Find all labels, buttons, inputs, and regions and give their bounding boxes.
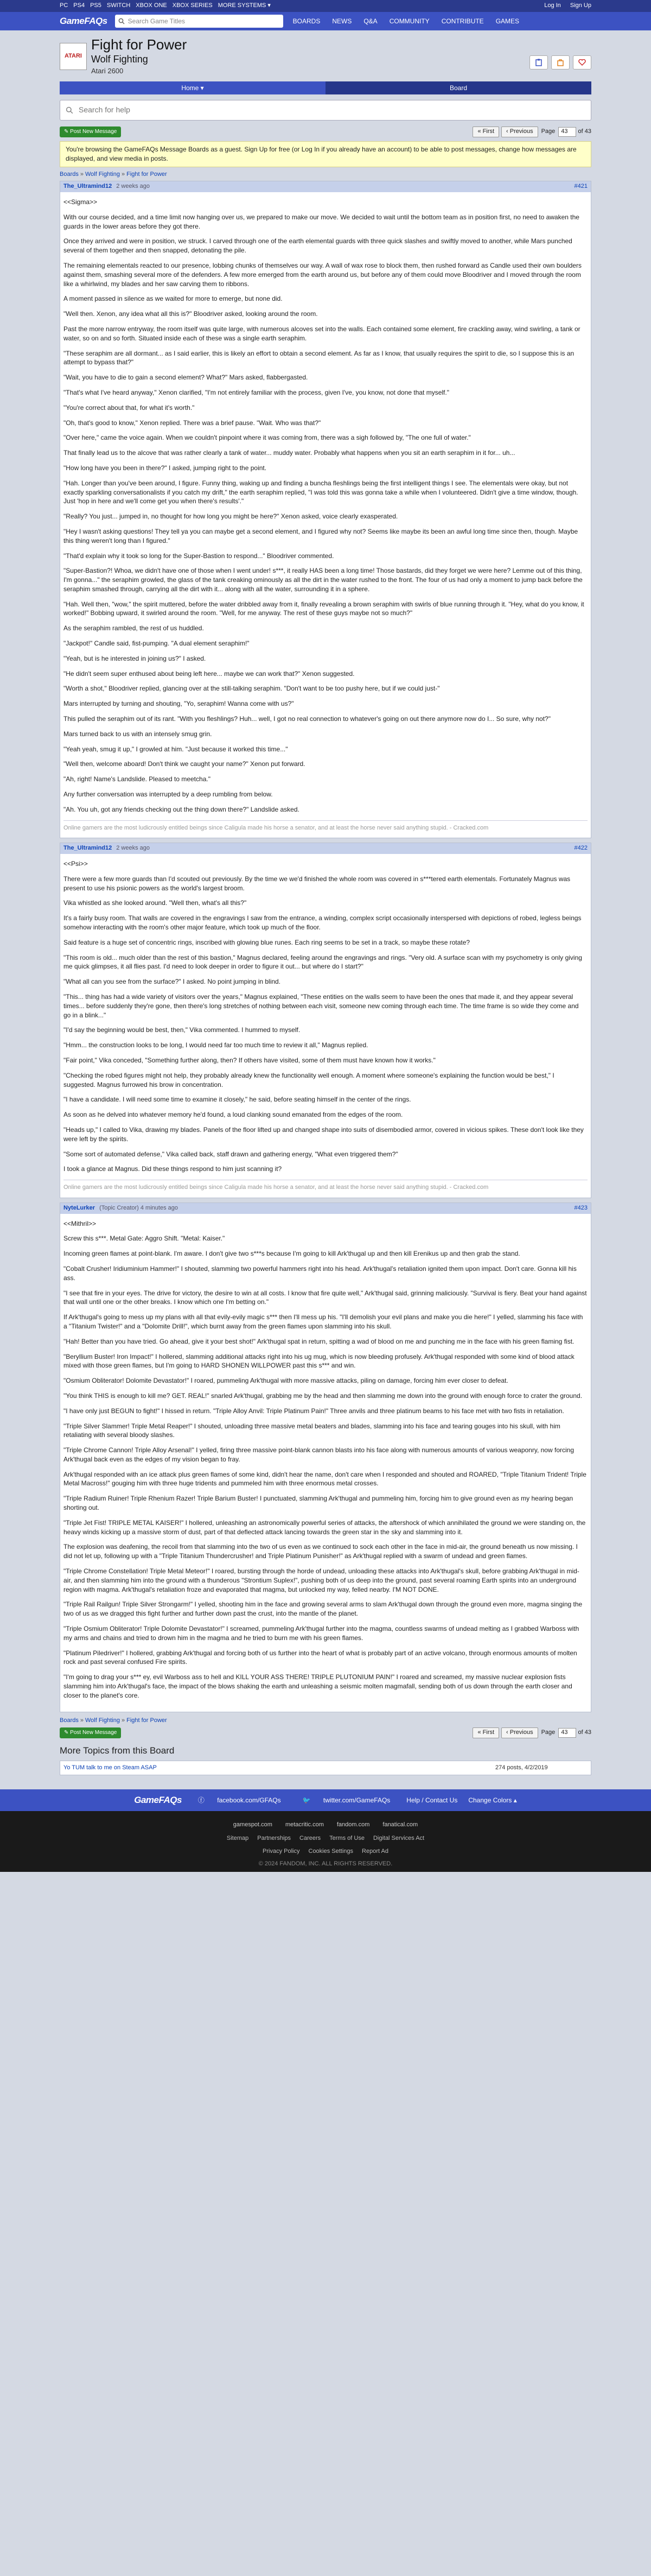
page-select[interactable]: 43 (558, 1728, 576, 1737)
previous-page-button[interactable]: ‹ Previous (501, 126, 538, 137)
previous-label: Previous (509, 128, 533, 135)
footer-link[interactable]: Privacy Policy (263, 1847, 300, 1855)
message-paragraph: "Yeah, but is he interested in joining us?" I asked. (63, 654, 206, 662)
message-paragraph: "That'd explain why it took so long for the Super-Bastion to respond..." Bloodriver commented. (63, 552, 334, 560)
message-paragraph: I took a glance at Magnus. Did these things respond to him just scanning it? (63, 1165, 282, 1173)
post-new-message-label: Post New Message (70, 1730, 117, 1736)
pencil-icon: ✎ (64, 1730, 71, 1736)
game-search-input[interactable] (115, 15, 283, 28)
more-topics-heading: More Topics from this Board (60, 1745, 175, 1756)
post-new-message-button[interactable] (60, 126, 121, 137)
message-paragraph: "Ah, right! Name's Landslide. Pleased to meetcha." (63, 775, 210, 783)
topic-link[interactable]: Yo TUM talk to me on Steam ASAP (63, 1764, 157, 1771)
footer-link[interactable]: Terms of Use (329, 1834, 365, 1841)
partner-site-link[interactable]: gamespot.com (233, 1821, 272, 1828)
more-topics (60, 1744, 591, 1775)
message-paragraph: "Well then. Xenon, any idea what all this is?" Bloodriver asked, looking around the room. (63, 310, 318, 318)
previous-page-button[interactable]: ‹ Previous (501, 1727, 538, 1738)
message-header (60, 181, 591, 192)
message-paragraph: Any further conversation was interrupted by a deep rumbling from below. (63, 790, 273, 799)
message-paragraph: "You think THIS is enough to kill me? GET. REAL!" snarled Ark'thugal, grabbing me by the head and then slamming me down into the ground with enough force to crater the ground. (63, 1391, 583, 1400)
message-paragraph: "Hey I wasn't asking questions! They tell ya you can maybe get a second element, and I figured why not? Seems like maybe its been an awful long time since then, though. Maybe this thing weren't long than I figured." (63, 527, 578, 545)
message-paragraph: "This room is old... much older than the rest of this bastion," Magnus declared, feeling around the engravings and rings. "Very old. A surface scan with my psychometry is only giving me quick glimpses, it all flies past. I'd need to look deeper in order to figure it out... but where do I start?" (63, 953, 582, 971)
message-paragraph: "Some sort of automated defense," Vika called back, staff drawn and gathering energy, "What even triggered them?" (63, 1150, 398, 1158)
message-paragraph: Once they arrived and were in position, we struck. I carved through one of the earth elemental guards with three quick slashes and swiftly moved to another, while Mars punched several of them together and then snapped, detonating the pile. (63, 237, 572, 255)
message-number[interactable]: #421 (574, 183, 588, 190)
message-meta: 2 weeks ago (116, 183, 150, 190)
search-placeholder: Search Game Titles (127, 17, 186, 25)
message-paragraph: "Hah! Better than you have tried. Go ahead, give it your best shot!" Ark'thugal spat in return, spitting a wad of blood on me and punching me in the face with his green flaming fist. (63, 1337, 575, 1345)
nav-link[interactable]: COMMUNITY (389, 17, 430, 25)
partner-site-link[interactable]: metacritic.com (285, 1821, 324, 1828)
platform-link[interactable]: XBOX ONE (136, 2, 167, 9)
main-nav-links (293, 17, 531, 26)
twitter-label: twitter.com/GameFAQs (323, 1796, 391, 1804)
topic-row (60, 1761, 591, 1775)
message-paragraph: "I'd say the beginning would be best, then," Vika commented. I hummed to myself. (63, 1026, 301, 1034)
top-bar (0, 0, 651, 12)
message-paragraph: There were a few more guards than I'd scouted out previously. By the time we we'd finished the whole room was covered in s***tered earth elementals. Fortunately Magnus was present to use his psionic powers as the world's largest broom. (63, 875, 571, 892)
message-meta: 2 weeks ago (116, 845, 150, 852)
clipboard-icon[interactable] (529, 55, 548, 69)
footer-bar (0, 1789, 651, 1811)
footer-links-2 (0, 1847, 651, 1856)
message-paragraph: <<Mithril>> (63, 1219, 97, 1227)
nav-link[interactable]: NEWS (332, 17, 352, 25)
message-paragraph: Vika whistled as she looked around. "Well then, what's all this?" (63, 899, 247, 907)
message-paragraph: Ark'thugal responded with an ice attack plus green flames of some kind, didn't hear the name, don't care when I responded and shouted and ROARED, "Triple Titanium Trident! Triple Metal Macross!" gouging him with three huge tridents and pummeled him with three enormous metal crosses. (63, 1470, 586, 1488)
nav-link[interactable]: GAMES (495, 17, 520, 25)
message-paragraph: "Checking the robed figures might not help, they probably already knew the functionality well enough. A moment where someone's explaining the function would be best," I suggested. Magnus furrowed his brow in concentration. (63, 1071, 554, 1088)
first-page-button[interactable]: « First (473, 126, 499, 137)
breadcrumb-board[interactable]: Fight for Power (126, 170, 167, 178)
signup-link[interactable]: Sign Up (570, 2, 591, 9)
message-paragraph: A moment passed in silence as we waited for more to emerge, but none did. (63, 295, 283, 303)
first-label: First (482, 128, 495, 135)
message-paragraph: If Ark'thugal's going to mess up my plans with all that evily-evily magic s*** then I'll mess up his. "I'll demolish your evil plans and make you die here!" I yelled, slamming his face with a "Titanium Twister!" and a "Dolomite Drill!", which burnt away from the green flames upon slamming into his skull. (63, 1313, 583, 1330)
message-signature: Online gamers are the most ludicrously entitled beings since Caligula made his horse a senator, and at least the horse never said anything stupid. - Cracked.com (63, 1180, 588, 1192)
message-body (60, 1214, 591, 1712)
page-select[interactable]: 43 (558, 127, 576, 136)
breadcrumb-boards[interactable]: Boards (60, 1717, 79, 1724)
nav-link[interactable]: Q&A (363, 17, 378, 25)
change-colors-button[interactable]: Change Colors ▴ (468, 1796, 517, 1804)
message-paragraph: Incoming green flames at point-blank. I'm aware. I don't give two s***s because I'm going to kill Ark'thugal up and then kill Erenikus up and then grab the stand. (63, 1250, 520, 1258)
message-paragraph: "Triple Rail Railgun! Triple Silver Strongarm!" I yelled, shooting him in the face and growing several arms to slam Ark'thugal down through the ground even more, magma singing the two of us as we dragged this fight further and further down past the crust, into the mantle of the planet. (63, 1600, 583, 1618)
message-paragraph: "Triple Silver Slammer! Triple Metal Reaper!" I shouted, unloading three massive metal beaters and blades, slamming into his face and tearing gouges into his skull, with him retaliating with several bloody slashes. (63, 1422, 560, 1439)
message-author[interactable]: The_Ultramind12 (63, 845, 112, 852)
footer-link[interactable]: Partnerships (257, 1834, 291, 1841)
message-paragraph: This pulled the seraphim out of its rant. "With you fleshlings? Huh... well, I got no real connection to whatever's going on out there anymore now do I... So sure, why not?" (63, 715, 551, 723)
site-logo[interactable]: GameFAQs (60, 16, 107, 27)
footer-link[interactable]: Careers (299, 1834, 321, 1841)
message-paragraph: "How long have you been in there?" I asked, jumping right to the point. (63, 464, 267, 472)
message-author[interactable]: NyteLurker (63, 1204, 95, 1211)
footer-link[interactable]: Report Ad (362, 1847, 388, 1855)
search-icon (66, 106, 73, 114)
partner-sites (0, 1821, 651, 1829)
message-paragraph: As soon as he delved into whatever memory he'd found, a loud clanking sound emanated from the edges of the room. (63, 1111, 403, 1119)
message-paragraph: "These seraphim are all dormant... as I said earlier, this is likely an effort to obtain a second element. As far as I know, that usually requires the spirit to die, so I suppose this is an attempt to bypass that?" (63, 349, 575, 366)
breadcrumb-bottom: Boards » Wolf Fighting » Fight for Power (60, 1717, 167, 1724)
message-paragraph: "Worth a shot," Bloodriver replied, glancing over at the still-talking seraphim. "Don't want to be too pushy here, but if we could just-" (63, 685, 440, 693)
message-paragraph: <<Psi>> (63, 860, 88, 868)
tab-home[interactable]: Home ▾ (181, 84, 204, 92)
tab-board[interactable]: Board (326, 81, 591, 94)
message-paragraph: "Yeah yeah, smug it up," I growled at him. "Just because it worked this time..." (63, 745, 288, 753)
message-paragraph: "Triple Chrome Constellation! Triple Metal Meteor!" I roared, bursting through the horde of undead, unloading these attacks into Ark'thugal's skull, before grabbing Ark'thugal in mid-air, and then slamming him into the ground with a thunderous "Strontium Suplex!", pushing both of us deep into the ground, past several roaming Earth spirits into an underground region with magma. Ark'thugal's retaliation froze and evaporated that magma, but unlocked my way, felled nearby. I'M NOT DONE. (63, 1567, 579, 1593)
facebook-icon: ⓕ (197, 1796, 207, 1804)
search-icon (118, 18, 125, 24)
content-wrapper (60, 30, 591, 1775)
message-paragraph: "Wait, you have to die to gain a second element? What?" Mars asked, flabbergasted. (63, 374, 308, 382)
breadcrumb-boards[interactable]: Boards (60, 170, 79, 178)
message-paragraph: "Triple Jet Fist! TRIPLE METAL KAISER!" I hollered, unleashing an astronomically powerful series of attacks, the aftershock of which annihilated the ground we were standing on, the heavy winds kicking up a massive storm of dust, part of that deflected attack lancing towards the green star in the sky and slamming into it. (63, 1518, 586, 1536)
message-paragraph: "I have a candidate. I will need some time to examine it closely," he said, before seating himself in the center of the rings. (63, 1096, 411, 1104)
platform-link[interactable]: PS5 (90, 2, 101, 9)
game-header (60, 35, 591, 78)
footer-links-1 (0, 1834, 651, 1843)
message-paragraph: "I'm going to drag your s*** ey, evil Warboss ass to hell and KILL YOUR ASS THERE! TRIPLE PLUTONIUM PAIN!" I roared and screamed, my massive nuclear explosion fists slamming him into Ark'thugal's face, the impact of the blows shaking the earth and unleashing a seismic molten magmafall, sending both of us down through the earth closer and closer to the planet's core. (63, 1673, 572, 1699)
page-controls (470, 1727, 591, 1738)
message-paragraph: "Jackpot!" Candle said, fist-pumping. "A dual element seraphim!" (63, 640, 250, 648)
page-total: of 43 (578, 1729, 591, 1736)
message-paragraph: "What all can you see from the surface?" I asked. No point jumping in blind. (63, 978, 281, 986)
message-paragraph: "Cobalt Crusher! Iridiuminium Hammer!" I shouted, slamming two powerful hammers right into his head. Ark'thugal's retaliation ignited them upon impact. Don't care. Gonna kill his ass. (63, 1264, 577, 1282)
message-number[interactable]: #422 (574, 845, 588, 852)
footer-logo[interactable]: GameFAQs (134, 1795, 182, 1806)
facebook-link[interactable] (193, 1796, 286, 1805)
footer-link[interactable]: Digital Services Act (373, 1834, 425, 1841)
message-paragraph: "Beryllium Buster! Iron Impact!" I hollered, slamming additional attacks right into his ug mug, which is now bleeding profusely. Ark'thugal responded with some kind of blood attack mixed with those green flames, but I'm going to HARD SHONEN WILLPOWER past this s*** and win. (63, 1352, 575, 1370)
message-post (60, 843, 591, 1198)
main-navbar (0, 12, 651, 30)
breadcrumb: Boards » Wolf Fighting » Fight for Power (60, 170, 167, 178)
message-paragraph: Past the more narrow entryway, the room itself was quite large, with numerous alcoves set into the walls. Each contained some element, fire crackling away, wind swirling, a tank or water, so on and so forth. Situated inside each of these was a single earth seraphim. (63, 325, 580, 342)
game-titles (91, 37, 187, 76)
game-box-icon[interactable]: ATARI (60, 43, 87, 70)
message-header (60, 1203, 591, 1214)
nav-link[interactable]: CONTRIBUTE (441, 17, 484, 25)
message-paragraph: Screw this s***. Metal Gate: Aggro Shift. "Metal: Kaiser." (63, 1235, 225, 1243)
message-paragraph: "Super-Bastion?! Whoa, we didn't have one of those when I went under! s***, it really HAS been a long time! Those bastards, did they forget we were here? Lemme out of this thing, I'm gonna..." the seraphim growled, the glass of the tank creaking ominously as all the dirt in the water rushed to the front. The four of us had only a moment to jump back before the seraphim smashed through, carrying all the dirt with it... along with all the water, surrounding it in a sphere. (63, 567, 583, 593)
message-paragraph: "Heads up," I called to Vika, drawing my blades. Panels of the floor lifted up and changed shape into suits of disembodied armor, covered in vicious spikes. These don't look like they were left by the spirits. (63, 1125, 584, 1143)
message-author[interactable]: The_Ultramind12 (63, 183, 112, 190)
message-header (60, 843, 591, 854)
platform-link[interactable]: SWITCH (106, 2, 131, 9)
message-author-block (63, 1204, 178, 1212)
message-paragraph: "Over here," came the voice again. When we couldn't pinpoint where it was coming from, there was a sigh followed by, "The one full of water." (63, 434, 471, 442)
page-controls (470, 126, 591, 137)
help-contact-link[interactable]: Help / Contact Us (406, 1796, 458, 1804)
message-paragraph: It's a fairly busy room. That walls are covered in the engravings I saw from the entrance, a winding, complex script occasionally interspersed with depictions of robed, legless beings somehow interacting with the room's other major feature, which took up much of the floor. (63, 914, 582, 932)
pencil-icon: ✎ (64, 129, 71, 135)
message-paragraph: Mars turned back to us with an intensely smug grin. (63, 730, 212, 738)
top-pager (60, 126, 591, 138)
fandom-footer (0, 1811, 651, 1872)
message-body (60, 854, 591, 1198)
message-paragraph: The remaining elementals reacted to our presence, lobbing chunks of themselves our way. A wall of wax rose to block them, then rushed forward as Candle used their own boulders against them, smashing several more of the defenders. A few more emerged from the earth around us, but before any of them could move Bloodriver and I moved through the room like a whirlwind, my blades and her saw carving them to ribbons. (63, 261, 582, 288)
page-total: of 43 (578, 128, 591, 135)
message-paragraph: That finally lead us to the alcove that was rather clearly a tank of water... muddy water. Probably what happens when you sit an earth seraphim in it for... uh... (63, 449, 515, 457)
message-paragraph: "Triple Chrome Cannon! Triple Alloy Arsenal!" I yelled, firing three massive point-blank cannon blasts into his face along with numerous amounts of various weaponry, now forcing Ark'thugal back even as the edges of my vision began to fray. (63, 1446, 574, 1463)
nav-link[interactable]: BOARDS (292, 17, 321, 25)
platform-link[interactable]: MORE SYSTEMS ▾ (218, 2, 271, 9)
message-body (60, 192, 591, 838)
login-link[interactable]: Log In (544, 2, 561, 9)
topic-info: 274 posts, 4/2/2019 (495, 1764, 548, 1771)
game-title[interactable]: Wolf Fighting (91, 53, 148, 65)
message-paragraph: With our course decided, and a time limit now hanging over us, we prepared to make our move. We decided to wait until the bottom team as in position first, no need to awaken the guards in the lower areas before they got there. (63, 213, 579, 230)
message-paragraph: Said feature is a huge set of concentric rings, inscribed with glowing blue runes. Each ring seems to be set in a track, so maybe these rotate? (63, 938, 470, 946)
message-paragraph: Mars interrupted by turning and shouting, "Yo, seraphim! Wanna come with us?" (63, 700, 294, 708)
previous-label: Previous (509, 1729, 533, 1736)
message-paragraph: "Hah. Well then, "wow," the spirit muttered, before the water dribbled away from it, finally revealing a brown seraphim with swirls of blue running through it. "Hey, what do you know, it worked!" Bobbing upward, it swirled around the room. "Well, for me anyway. The rest of these guys maybe not so much?" (63, 600, 584, 617)
post-new-message-label: Post New Message (70, 129, 117, 135)
message-paragraph: "I have only just BEGUN to fight!" I hissed in return. "Triple Alloy Anvil: Triple Platinum Pain!" Three anvils and three platinum beams to his face met with two fists in retaliation. (63, 1407, 564, 1415)
first-label: First (482, 1729, 495, 1736)
message-paragraph: "You're correct about that, for what it's worth." (63, 403, 195, 412)
platform-link[interactable]: XBOX SERIES (172, 2, 213, 9)
facebook-label: facebook.com/GFAQs (217, 1796, 281, 1804)
breadcrumb-board[interactable]: Fight for Power (126, 1717, 167, 1724)
copyright: © 2024 FANDOM, INC. ALL RIGHTS RESERVED. (258, 1860, 393, 1868)
account-links (537, 2, 591, 10)
breadcrumb-game[interactable]: Wolf Fighting (85, 1717, 120, 1724)
message-paragraph: "Hmm... the construction looks to be long, I would need far too much time to review it all," Magnus replied. (63, 1041, 368, 1049)
page-label: Page (541, 128, 556, 135)
game-platform: Atari 2600 (91, 66, 124, 75)
bag-icon[interactable] (551, 55, 570, 69)
message-paragraph: "Osmium Obliterator! Dolomite Devastator!" I roared, pummeling Ark'thugal with more massive attacks, piling on damage, forcing him ever closer to defeat. (63, 1377, 508, 1385)
message-paragraph: "He didn't seem super enthused about being left here... maybe we can work that?" Xenon suggested. (63, 669, 355, 678)
footer-link[interactable]: Cookies Settings (308, 1847, 354, 1855)
message-meta: (Topic Creator) 4 minutes ago (99, 1204, 178, 1211)
platform-links (60, 2, 276, 10)
message-post (60, 1202, 591, 1712)
breadcrumb-game[interactable]: Wolf Fighting (85, 170, 120, 178)
message-signature: Online gamers are the most ludicrously entitled beings since Caligula made his horse a senator, and at least the horse never said anything stupid. - Cracked.com (63, 820, 588, 832)
message-paragraph: <<Sigma>> (63, 198, 98, 206)
heart-icon[interactable] (573, 55, 591, 69)
message-paragraph: The explosion was deafening, the recoil from that slamming into the two of us even as we continued to sock each other in the face in mid-air, the ground beneath us now missing. I did not let up, following up with a "Triple Titanium Thundercrusher! and Triple Platinum Punisher!" as Ark'thugal replied with a swarm of undead and green flames. (63, 1543, 578, 1560)
message-paragraph: "Triple Osmium Obliterator! Triple Dolomite Devastator!" I screamed, pummeling Ark'thugal further into the magma, countless swarms of undead melting as I grabbed Warboss with my arms and chains and tried to drown him in the magma and he tried to burn me with his green flames. (63, 1625, 579, 1642)
partner-site-link[interactable]: fandom.com (336, 1821, 370, 1828)
message-post (60, 181, 591, 838)
message-paragraph: "Hah. Longer than you've been around, I figure. Funny thing, waking up and finding a buncha fleshlings being the first intelligent things I see. The elementals were okay, but not exactly sparkling conversationalists if you catch my drift," the earth seraphim replied, "I was told this was gonna take a while when I volunteered. Didn't give a time window, though. Just 'hop in here and we'll come get you when there's results'." (63, 479, 578, 505)
message-author-block (63, 182, 150, 191)
message-paragraph: "I see that fire in your eyes. The drive for victory, the desire to win at all costs. I know that fire quite well," Ark'thugal said, grinning maliciously. "Survival is fiery. Beat your hand against that wall until one or the other breaks. I know which one I'm betting on." (63, 1289, 587, 1306)
message-paragraph: "Oh, that's good to know," Xenon replied. There was a brief pause. "Wait. Who was that?" (63, 419, 321, 427)
message-paragraph: "Triple Radium Ruiner! Triple Rhenium Razer! Triple Barium Buster! I punctuated, slamming Ark'thugal and pummeling him, forcing him to give ground even as my hearing began shorting out. (63, 1495, 573, 1512)
message-paragraph: "Platinum Piledriver!" I hollered, grabbing Ark'thugal and forcing both of us further into the heart of what is probably part of an active volcano, through enormous amounts of molten rock and past several confused Fire spirits. (63, 1649, 577, 1666)
twitter-link[interactable] (297, 1796, 396, 1805)
page-label: Page (541, 1729, 556, 1736)
header-buttons (526, 55, 591, 69)
bottom-pager (60, 1727, 591, 1739)
partner-site-link[interactable]: fanatical.com (382, 1821, 418, 1828)
message-paragraph: "This... thing has had a wide variety of visitors over the years," Magnus explained, "These entities on the walls seem to have been the ones that made it, and they appear several times... before suddenly they're gone, then there's long stretches of nothing between each visit, someone new coming through each time. The time frame is so wide they come and go in a blink..." (63, 993, 579, 1019)
message-paragraph: "Fair point," Vika conceded, "Something further along, then? If others have visited, some of them must have known how it works." (63, 1056, 436, 1064)
post-new-message-button[interactable] (60, 1727, 121, 1738)
message-paragraph: "Ah. You uh, got any friends checking out the thing down there?" Landslide asked. (63, 805, 299, 813)
first-page-button[interactable]: « First (473, 1727, 499, 1738)
message-paragraph: "Well then, welcome aboard! Don't think we caught your name?" Xenon put forward. (63, 760, 305, 768)
message-paragraph: "That's what I've heard anyway," Xenon clarified, "I'm not entirely familiar with the process, given I've, you know, not done that myself." (63, 388, 449, 396)
message-number[interactable]: #423 (574, 1204, 588, 1211)
platform-link[interactable]: PC (60, 2, 68, 9)
message-author-block (63, 844, 150, 852)
message-paragraph: "Really? You just... jumped in, no thought for how long you might be here?" Xenon asked, voice clearly exasperated. (63, 512, 398, 521)
board-tabs (60, 81, 591, 94)
message-paragraph: As the seraphim rambled, the rest of us huddled. (63, 624, 204, 632)
message-list (60, 181, 591, 1712)
footer-link[interactable]: Sitemap (226, 1834, 249, 1841)
platform-link[interactable]: PS4 (73, 2, 85, 9)
help-search-input[interactable] (60, 100, 591, 121)
help-search-placeholder: Search for help (79, 105, 130, 115)
guest-notice: You're browsing the GameFAQs Message Boards as a guest. Sign Up for free (or Log In if you already have an account) to be able to post messages, change how messages are displayed, and view media in posts. (60, 141, 591, 167)
twitter-icon: 🐦 (302, 1796, 312, 1804)
board-title: Fight for Power (91, 36, 187, 53)
